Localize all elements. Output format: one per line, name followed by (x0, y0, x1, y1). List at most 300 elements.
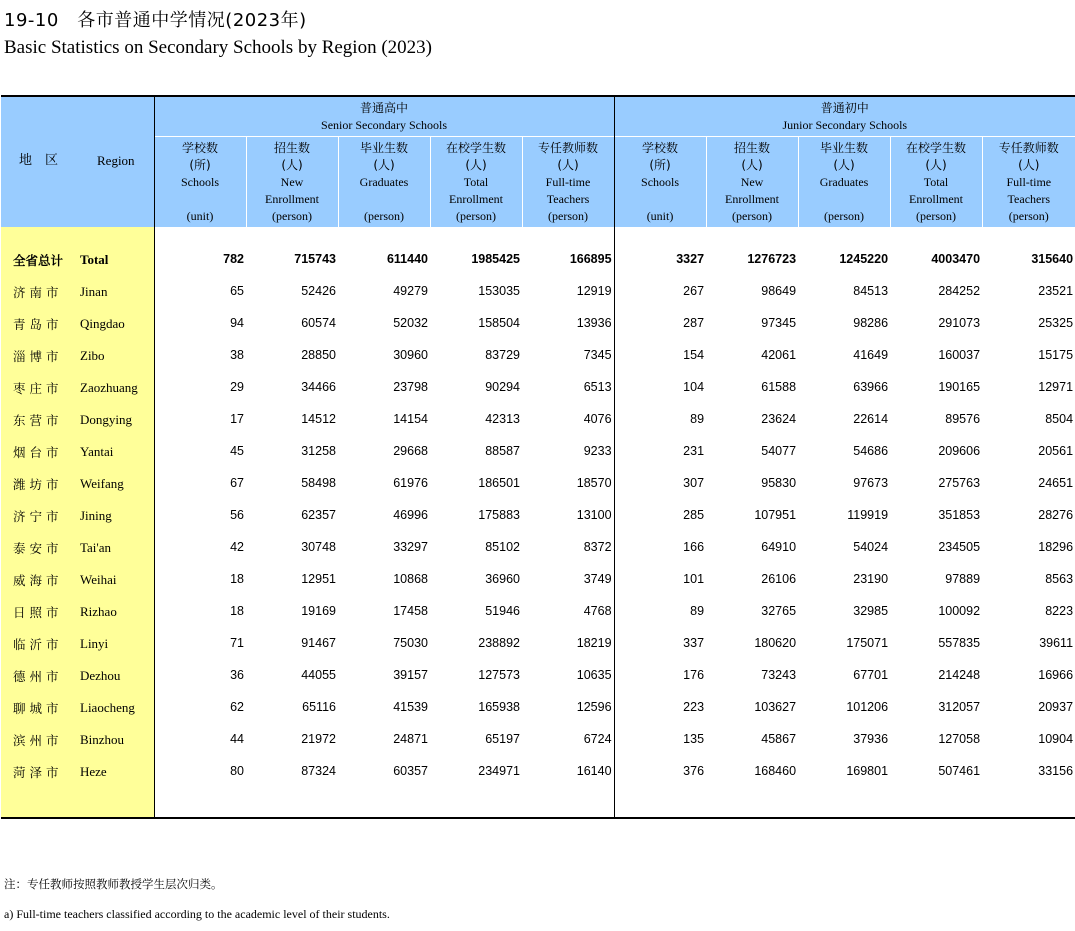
value-cell: 23624 (761, 412, 797, 426)
value-cell: 89 (690, 412, 705, 426)
value-cell: 13100 (522, 499, 614, 531)
value-cell: 223 (683, 700, 705, 714)
region-name-en: Jining (80, 508, 112, 523)
value-cell: 14512 (301, 412, 336, 426)
value-cell: 24651 (1038, 476, 1074, 490)
value-cell: 3749 (522, 563, 614, 595)
table-row (1, 627, 1075, 659)
value-cell: 119919 (847, 508, 889, 522)
region-name-en: Rizhao (80, 604, 117, 619)
header-unit-cn: (人) (465, 157, 487, 172)
header-unit-en: (person) (364, 208, 404, 223)
header-en1: Graduates (359, 174, 409, 189)
header-en2: Teachers (1007, 191, 1051, 206)
value-cell: 557835 (938, 636, 981, 650)
page-title-cn: 19-10 各市普通中学情况(2023年) (4, 10, 307, 31)
header-en2 (799, 191, 890, 208)
value-cell: 65197 (485, 732, 520, 746)
value-cell: 61976 (393, 476, 428, 490)
region-cell (1, 435, 154, 467)
value-cell: 97673 (853, 476, 889, 490)
value-cell: 231 (683, 444, 705, 458)
value-cell: 23190 (853, 572, 889, 586)
region-name-en: Total (80, 252, 109, 267)
region-name-cn: 东营市 (13, 413, 63, 428)
value-cell: 41649 (853, 348, 889, 362)
value-cell: 315640 (1031, 252, 1074, 266)
value-cell: 62 (230, 700, 244, 714)
header-unit-cn: (人) (1018, 157, 1040, 172)
junior-header-fulltime-teachers (982, 137, 1075, 228)
value-cell: 28850 (301, 348, 336, 362)
region-cell (1, 371, 154, 403)
value-cell: 38 (230, 348, 244, 362)
junior-header-en: Junior Secondary Schools (782, 117, 908, 132)
value-cell: 29 (230, 380, 244, 394)
value-cell: 65 (230, 284, 244, 298)
value-cell: 67701 (853, 668, 889, 682)
value-cell: 25325 (1038, 316, 1074, 330)
value-cell: 103627 (754, 700, 797, 714)
senior-header-graduates (338, 137, 430, 228)
value-cell: 37936 (853, 732, 889, 746)
value-cell: 13936 (522, 307, 614, 339)
value-cell: 4003470 (931, 252, 981, 266)
value-cell: 49279 (393, 284, 428, 298)
header-unit-cn: (所) (649, 157, 671, 172)
value-cell: 39157 (393, 668, 428, 682)
region-cell (1, 307, 154, 339)
value-cell: 6724 (522, 723, 614, 755)
value-cell: 12919 (522, 275, 614, 307)
value-cell: 42061 (761, 348, 797, 362)
value-cell: 52426 (301, 284, 336, 298)
region-name-cn: 滨州市 (13, 733, 63, 748)
header-cn: 学校数 (181, 140, 218, 155)
value-cell: 611440 (386, 252, 428, 266)
value-cell: 1245220 (839, 252, 889, 266)
value-cell: 90294 (485, 380, 520, 394)
region-cell (1, 723, 154, 755)
region-name-cn: 烟台市 (13, 445, 63, 460)
header-unit-en: (person) (1008, 208, 1049, 223)
header-unit-en: (person) (916, 208, 957, 223)
value-cell: 24871 (393, 732, 428, 746)
value-cell: 63966 (853, 380, 889, 394)
table-row (1, 467, 1075, 499)
value-cell: 18 (230, 604, 244, 618)
header-cn: 专任教师数 (538, 140, 599, 155)
value-cell: 61588 (761, 380, 797, 394)
value-cell: 54024 (853, 540, 889, 554)
value-cell: 19169 (301, 604, 336, 618)
value-cell: 36 (230, 668, 244, 682)
region-name-cn: 菏泽市 (13, 765, 63, 780)
junior-group-header (614, 96, 1075, 137)
table-row (1, 307, 1075, 339)
region-name-cn: 德州市 (13, 669, 63, 684)
value-cell: 166 (683, 540, 705, 554)
value-cell: 291073 (938, 316, 981, 330)
value-cell: 42313 (485, 412, 520, 426)
value-cell: 71 (230, 636, 244, 650)
region-cell (1, 499, 154, 531)
value-cell: 51946 (485, 604, 520, 618)
value-cell: 1276723 (747, 252, 797, 266)
value-cell: 33297 (393, 540, 428, 554)
header-en1: Full-time (545, 174, 591, 189)
value-cell: 7345 (522, 339, 614, 371)
header-unit-cn: (人) (281, 157, 303, 172)
header-unit-cn: (人) (925, 157, 947, 172)
region-name-cn: 聊城市 (13, 701, 63, 716)
region-header-cn: 地 区 (19, 153, 59, 168)
region-column-header (1, 96, 154, 227)
value-cell: 175883 (478, 508, 520, 522)
value-cell: 16140 (522, 755, 614, 787)
value-cell: 41539 (393, 700, 428, 714)
region-name-cn: 枣庄市 (13, 381, 63, 396)
value-cell: 8372 (522, 531, 614, 563)
value-cell: 97889 (945, 572, 981, 586)
junior-header-cn: 普通初中 (820, 100, 869, 115)
value-cell: 75030 (393, 636, 428, 650)
value-cell: 101 (683, 572, 705, 586)
value-cell: 4768 (522, 595, 614, 627)
junior-header-total-enrollment (890, 137, 982, 228)
value-cell: 87324 (301, 764, 336, 778)
value-cell: 1985425 (471, 252, 520, 266)
value-cell: 238892 (478, 636, 520, 650)
table-row (1, 499, 1075, 531)
header-cn: 在校学生数 (906, 140, 967, 155)
value-cell: 12971 (1038, 380, 1074, 394)
value-cell: 18 (230, 572, 244, 586)
junior-header-new-enrollment (706, 137, 798, 228)
value-cell: 46996 (393, 508, 428, 522)
senior-header-en: Senior Secondary Schools (321, 117, 447, 132)
region-cell (1, 531, 154, 563)
value-cell: 180620 (754, 636, 797, 650)
region-header-en: Region (97, 153, 135, 168)
value-cell: 16966 (1038, 668, 1074, 682)
value-cell: 312057 (938, 700, 981, 714)
header-cn: 专任教师数 (998, 140, 1059, 155)
senior-header-new-enrollment (246, 137, 338, 228)
region-name-cn: 济宁市 (13, 509, 63, 524)
table-row (1, 371, 1075, 403)
value-cell: 3327 (676, 252, 705, 266)
header-en1: Schools (180, 174, 219, 189)
value-cell: 8563 (1045, 572, 1074, 586)
statistics-table (1, 95, 1075, 819)
region-name-cn: 青岛市 (13, 317, 63, 332)
value-cell: 26106 (761, 572, 797, 586)
header-en1: Total (463, 174, 489, 189)
senior-header-fulltime-teachers (522, 137, 614, 228)
value-cell: 153035 (478, 284, 520, 298)
value-cell: 31258 (301, 444, 336, 458)
region-name-en: Zaozhuang (80, 380, 138, 395)
value-cell: 54077 (761, 444, 797, 458)
value-cell: 186501 (478, 476, 520, 490)
value-cell: 12596 (522, 691, 614, 723)
value-cell: 169801 (846, 764, 889, 778)
table-row (1, 659, 1075, 691)
bottom-spacer-row (1, 787, 1075, 818)
value-cell: 42 (230, 540, 244, 554)
senior-header-total-enrollment (430, 137, 522, 228)
value-cell: 176 (683, 668, 705, 682)
value-cell: 20937 (1038, 700, 1074, 714)
region-cell (1, 467, 154, 499)
value-cell: 23521 (1038, 284, 1074, 298)
value-cell: 33156 (1038, 764, 1074, 778)
region-name-cn: 泰安市 (13, 541, 63, 556)
value-cell: 168460 (754, 764, 797, 778)
value-cell: 22614 (853, 412, 889, 426)
value-cell: 127058 (938, 732, 981, 746)
value-cell: 85102 (485, 540, 520, 554)
value-cell: 18296 (1038, 540, 1074, 554)
value-cell: 337 (683, 636, 705, 650)
table-row (1, 595, 1075, 627)
value-cell: 30748 (301, 540, 336, 554)
value-cell: 18570 (522, 467, 614, 499)
value-cell: 8223 (1045, 604, 1074, 618)
value-cell: 154 (683, 348, 705, 362)
header-en2: Enrollment (909, 191, 964, 206)
header-en1: Full-time (1006, 174, 1052, 189)
header-en1: New (280, 174, 304, 189)
senior-group-header (154, 96, 614, 137)
footnote-cn: 注：专任教师按照教师教授学生层次归类。 (4, 877, 223, 891)
region-name-cn: 日照市 (13, 605, 63, 620)
value-cell: 39611 (1039, 636, 1074, 650)
value-cell: 234971 (478, 764, 520, 778)
region-cell (1, 403, 154, 435)
header-en1: Graduates (819, 174, 869, 189)
header-cn: 学校数 (642, 140, 679, 155)
region-name-en: Weifang (80, 476, 124, 491)
value-cell: 30960 (393, 348, 428, 362)
region-name-en: Binzhou (80, 732, 125, 747)
value-cell: 18219 (522, 627, 614, 659)
header-unit-cn: (人) (741, 157, 763, 172)
region-cell (1, 595, 154, 627)
region-name-cn: 淄博市 (13, 349, 63, 364)
value-cell: 17 (230, 412, 244, 426)
table-row (1, 531, 1075, 563)
value-cell: 101206 (846, 700, 889, 714)
value-cell: 6513 (522, 371, 614, 403)
header-en2 (339, 191, 430, 208)
header-en1: Schools (641, 174, 680, 189)
value-cell: 60357 (393, 764, 428, 778)
value-cell: 56 (230, 508, 244, 522)
header-unit-en: (unit) (186, 208, 214, 223)
header-cn: 招生数 (734, 140, 771, 155)
region-cell (1, 243, 154, 275)
value-cell: 67 (230, 476, 244, 490)
region-name-en: Qingdao (80, 316, 125, 331)
value-cell: 34466 (301, 380, 336, 394)
value-cell: 127573 (478, 668, 520, 682)
value-cell: 20561 (1038, 444, 1074, 458)
value-cell: 376 (683, 764, 705, 778)
value-cell: 88587 (485, 444, 520, 458)
value-cell: 32765 (761, 604, 797, 618)
header-cn: 在校学生数 (445, 140, 506, 155)
value-cell: 60574 (301, 316, 336, 330)
page-title-en: Basic Statistics on Secondary Schools by Region (2023) (4, 37, 432, 58)
header-en1: Total (923, 174, 949, 189)
value-cell: 44 (230, 732, 244, 746)
table-row (1, 563, 1075, 595)
value-cell: 58498 (301, 476, 336, 490)
region-cell (1, 627, 154, 659)
value-cell: 62357 (301, 508, 336, 522)
region-name-en: Dongying (80, 412, 132, 427)
table-row (1, 691, 1075, 723)
header-en2: Enrollment (725, 191, 780, 206)
value-cell: 267 (683, 284, 705, 298)
value-cell: 285 (683, 508, 705, 522)
spacer-row (1, 227, 1075, 243)
value-cell: 104 (683, 380, 705, 394)
value-cell: 158504 (478, 316, 520, 330)
region-cell (1, 339, 154, 371)
table-row (1, 339, 1075, 371)
region-name-cn: 临沂市 (13, 637, 63, 652)
table-body (1, 227, 1075, 818)
region-name-en: Zibo (80, 348, 105, 363)
column-header-row (1, 137, 1075, 228)
value-cell: 15175 (1038, 348, 1074, 362)
region-name-en: Linyi (80, 636, 109, 651)
value-cell: 80 (230, 764, 244, 778)
region-cell (1, 691, 154, 723)
value-cell: 32985 (853, 604, 889, 618)
value-cell: 165938 (478, 700, 520, 714)
header-unit-en: (person) (824, 208, 865, 223)
header-cn: 毕业生数 (359, 140, 408, 155)
region-name-en: Weihai (80, 572, 117, 587)
header-cn: 毕业生数 (820, 140, 869, 155)
header-unit-cn: (人) (373, 157, 395, 172)
table-row (1, 275, 1075, 307)
region-cell (1, 275, 154, 307)
value-cell: 175071 (846, 636, 889, 650)
value-cell: 98649 (761, 284, 797, 298)
value-cell: 507461 (938, 764, 981, 778)
junior-header-graduates (798, 137, 890, 228)
region-cell (1, 563, 154, 595)
value-cell: 21972 (301, 732, 336, 746)
region-name-cn: 济南市 (13, 285, 63, 300)
header-en2: Enrollment (265, 191, 319, 206)
value-cell: 64910 (761, 540, 797, 554)
value-cell: 160037 (938, 348, 981, 362)
region-name-en: Jinan (80, 284, 108, 299)
value-cell: 107951 (754, 508, 797, 522)
value-cell: 351853 (938, 508, 981, 522)
value-cell: 166895 (522, 243, 614, 275)
header-unit-en: (person) (548, 208, 588, 223)
value-cell: 284252 (938, 284, 981, 298)
value-cell: 135 (683, 732, 705, 746)
header-unit-en: (person) (456, 208, 496, 223)
value-cell: 782 (223, 252, 244, 266)
value-cell: 28276 (1038, 508, 1074, 522)
value-cell: 73243 (761, 668, 797, 682)
header-en2 (155, 191, 246, 208)
value-cell: 89 (690, 604, 705, 618)
region-name-en: Dezhou (80, 668, 121, 683)
value-cell: 98286 (853, 316, 889, 330)
value-cell: 54686 (853, 444, 889, 458)
value-cell: 715743 (294, 252, 336, 266)
footnote-en: a) Full-time teachers classified according to the academic level of their students. (4, 907, 390, 921)
header-unit-cn: (所) (189, 157, 211, 172)
region-name-en: Liaocheng (80, 700, 135, 715)
value-cell: 8504 (1045, 412, 1074, 426)
region-name-en: Heze (80, 764, 107, 779)
header-en2: Teachers (546, 191, 590, 206)
value-cell: 29668 (393, 444, 428, 458)
table-row (1, 755, 1075, 787)
value-cell: 190165 (938, 380, 981, 394)
table-row (1, 435, 1075, 467)
table-row (1, 403, 1075, 435)
total-row (1, 243, 1075, 275)
region-name-en: Yantai (80, 444, 114, 459)
header-unit-cn: (人) (833, 157, 855, 172)
value-cell: 84513 (853, 284, 889, 298)
header-unit-en: (person) (272, 208, 312, 223)
value-cell: 44055 (301, 668, 336, 682)
region-cell (1, 659, 154, 691)
region-name-en: Tai'an (80, 540, 112, 555)
value-cell: 97345 (761, 316, 797, 330)
value-cell: 45867 (761, 732, 797, 746)
value-cell: 214248 (938, 668, 981, 682)
region-name-cn: 威海市 (13, 573, 63, 588)
value-cell: 10635 (522, 659, 614, 691)
value-cell: 94 (230, 316, 244, 330)
header-unit-cn: (人) (557, 157, 579, 172)
value-cell: 4076 (522, 403, 614, 435)
value-cell: 307 (683, 476, 705, 490)
value-cell: 10904 (1038, 732, 1074, 746)
value-cell: 36960 (485, 572, 520, 586)
value-cell: 275763 (938, 476, 981, 490)
region-name-cn: 潍坊市 (13, 477, 63, 492)
value-cell: 52032 (393, 316, 428, 330)
value-cell: 234505 (938, 540, 981, 554)
header-en2 (615, 191, 706, 208)
value-cell: 45 (230, 444, 244, 458)
region-name-cn: 全省总计 (13, 253, 64, 268)
header-unit-en: (person) (732, 208, 773, 223)
value-cell: 91467 (301, 636, 336, 650)
value-cell: 287 (683, 316, 705, 330)
value-cell: 12951 (301, 572, 336, 586)
value-cell: 9233 (522, 435, 614, 467)
value-cell: 17458 (393, 604, 428, 618)
value-cell: 89576 (945, 412, 981, 426)
header-cn: 招生数 (273, 140, 310, 155)
